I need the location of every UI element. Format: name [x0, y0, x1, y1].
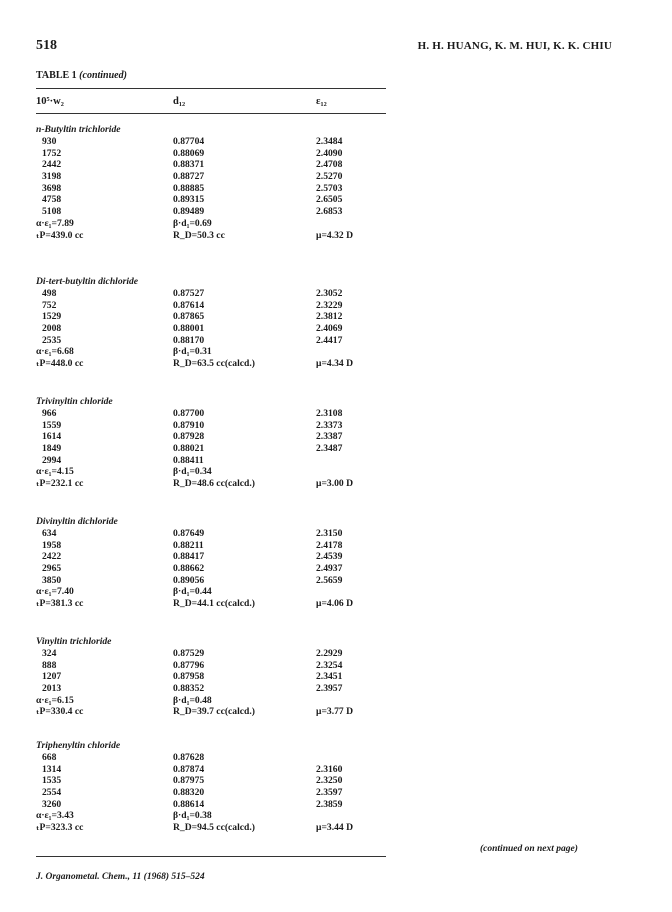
table-row — [36, 443, 396, 455]
concentration-cell: 2535 — [42, 334, 62, 346]
compound-section — [36, 516, 396, 610]
table-row — [36, 159, 396, 171]
density-cell: 0.87529 — [173, 648, 205, 659]
table-row — [36, 764, 396, 776]
dielectric-cell: 2.3484 — [316, 136, 343, 147]
density-cell: R_D=44.1 cc(calcd.) — [173, 598, 255, 610]
dielectric-cell: 2.3487 — [316, 443, 343, 455]
concentration-cell: α·ε₁=6.15 — [36, 694, 74, 706]
concentration-cell: 1559 — [42, 419, 62, 431]
continued-note: (continued on next page) — [480, 844, 578, 854]
density-cell: 0.88727 — [173, 171, 205, 183]
density-cell: 0.87614 — [173, 299, 205, 311]
table-row — [36, 335, 396, 347]
density-cell: 0.88417 — [173, 551, 205, 563]
density-cell: β·d₁=0.34 — [173, 466, 212, 478]
table-title-suffix: (continued) — [79, 70, 127, 81]
concentration-cell: 324 — [42, 648, 57, 659]
concentration-cell: 2008 — [42, 323, 62, 335]
column-header-density: d₁₂ — [173, 96, 186, 107]
concentration-cell: ₜP=448.0 cc — [36, 358, 84, 370]
density-cell: 0.87796 — [173, 659, 205, 671]
dielectric-cell: 2.3229 — [316, 299, 343, 311]
table-row — [36, 300, 396, 312]
table-row — [36, 171, 396, 183]
table-row — [36, 648, 396, 660]
concentration-cell: α·ε₁=4.15 — [36, 466, 74, 478]
constants-row — [36, 466, 396, 478]
dielectric-cell: 2.5659 — [316, 574, 343, 586]
concentration-cell: 2994 — [42, 454, 62, 466]
density-cell: 0.87527 — [173, 288, 205, 299]
constants-row — [36, 822, 396, 834]
table-row — [36, 311, 396, 323]
dielectric-cell: μ=3.00 D — [316, 478, 354, 490]
constants-row — [36, 478, 396, 490]
density-cell: R_D=48.6 cc(calcd.) — [173, 478, 255, 490]
density-cell: 0.88371 — [173, 159, 205, 171]
density-cell: β·d₁=0.69 — [173, 217, 212, 229]
constants-row — [36, 706, 396, 718]
density-cell: 0.88021 — [173, 443, 205, 455]
table-top-rule — [36, 88, 386, 89]
compound-section — [36, 740, 396, 834]
concentration-cell: 3698 — [42, 182, 62, 194]
table-row — [36, 683, 396, 695]
density-cell: β·d₁=0.48 — [173, 694, 212, 706]
table-row — [36, 206, 396, 218]
density-cell: 0.88885 — [173, 182, 205, 194]
density-cell: 0.87628 — [173, 752, 205, 763]
concentration-cell: α·ε₁=3.43 — [36, 810, 74, 822]
concentration-cell: 1529 — [42, 311, 62, 323]
table-row — [36, 431, 396, 443]
dielectric-cell: 2.3387 — [316, 431, 343, 443]
density-cell: 0.87700 — [173, 408, 205, 419]
dielectric-cell: 2.4937 — [316, 563, 343, 575]
density-cell: β·d₁=0.44 — [173, 586, 212, 598]
concentration-cell: 4758 — [42, 194, 62, 206]
density-cell: 0.89489 — [173, 206, 205, 218]
concentration-cell: 930 — [42, 136, 57, 147]
table-row — [36, 528, 396, 540]
table-row — [36, 148, 396, 160]
concentration-cell: 5108 — [42, 206, 62, 218]
concentration-cell: 1314 — [42, 763, 62, 775]
density-cell: R_D=39.7 cc(calcd.) — [173, 706, 255, 718]
concentration-cell: ₜP=323.3 cc — [36, 822, 84, 834]
density-cell: 0.88614 — [173, 798, 205, 810]
density-cell: 0.88662 — [173, 563, 205, 575]
dielectric-cell: 2.3812 — [316, 311, 343, 323]
dielectric-cell: 2.3254 — [316, 659, 343, 671]
concentration-cell: 2013 — [42, 683, 62, 695]
dielectric-cell: 2.3373 — [316, 419, 343, 431]
table-row — [36, 183, 396, 195]
table-row — [36, 775, 396, 787]
density-cell: 0.88411 — [173, 454, 204, 466]
dielectric-cell: μ=4.06 D — [316, 598, 354, 610]
concentration-cell: 966 — [42, 408, 57, 419]
concentration-cell: 2442 — [42, 159, 62, 171]
concentration-cell: α·ε₁=6.68 — [36, 346, 74, 358]
density-cell: 0.87704 — [173, 136, 205, 147]
density-cell: β·d₁=0.31 — [173, 346, 212, 358]
concentration-cell: ₜP=439.0 cc — [36, 229, 84, 241]
concentration-cell: 1207 — [42, 671, 62, 683]
dielectric-cell: 2.3597 — [316, 787, 343, 799]
concentration-cell: 2965 — [42, 563, 62, 575]
constants-row — [36, 358, 396, 370]
density-cell: 0.87865 — [173, 311, 205, 323]
concentration-cell: 3260 — [42, 798, 62, 810]
dielectric-cell: μ=3.77 D — [316, 706, 354, 718]
concentration-cell: α·ε₁=7.89 — [36, 217, 74, 229]
constants-row — [36, 218, 396, 230]
density-cell: β·d₁=0.38 — [173, 810, 212, 822]
concentration-cell: 2422 — [42, 551, 62, 563]
density-cell: 0.88170 — [173, 334, 205, 346]
density-cell: 0.89315 — [173, 194, 205, 206]
density-cell: 0.88320 — [173, 787, 205, 799]
compound-name: Vinyltin trichloride — [36, 636, 112, 647]
concentration-cell: ₜP=330.4 cc — [36, 706, 84, 718]
concentration-cell: 634 — [42, 528, 57, 539]
running-head-authors: H. H. HUANG, K. M. HUI, K. K. CHIU — [417, 40, 612, 52]
density-cell: 0.87958 — [173, 671, 205, 683]
table-row — [36, 671, 396, 683]
dielectric-cell: 2.6505 — [316, 194, 343, 206]
table-row — [36, 752, 396, 764]
concentration-cell: 1752 — [42, 147, 62, 159]
density-cell: 0.87910 — [173, 419, 205, 431]
concentration-cell: 1535 — [42, 775, 62, 787]
density-cell: R_D=94.5 cc(calcd.) — [173, 822, 255, 834]
dielectric-cell: 2.4417 — [316, 334, 343, 346]
dielectric-cell: 2.2929 — [316, 648, 343, 659]
concentration-cell: ₜP=232.1 cc — [36, 478, 84, 490]
concentration-cell: α·ε₁=7.40 — [36, 586, 74, 598]
table-row — [36, 551, 396, 563]
concentration-cell: 3850 — [42, 574, 62, 586]
dielectric-cell: 2.3250 — [316, 775, 343, 787]
dielectric-cell: 2.5703 — [316, 182, 343, 194]
density-cell: R_D=63.5 cc(calcd.) — [173, 358, 255, 370]
density-cell: 0.88352 — [173, 683, 205, 695]
table-row — [36, 540, 396, 552]
table-row — [36, 799, 396, 811]
concentration-cell: 752 — [42, 299, 57, 311]
concentration-cell: 3198 — [42, 171, 62, 183]
compound-name: Triphenyltin chloride — [36, 740, 121, 751]
dielectric-cell: 2.4708 — [316, 159, 343, 171]
density-cell: 0.89056 — [173, 574, 205, 586]
dielectric-cell: 2.4178 — [316, 539, 343, 551]
concentration-cell: 1614 — [42, 431, 62, 443]
concentration-cell: ₜP=381.3 cc — [36, 598, 84, 610]
table-row — [36, 288, 396, 300]
journal-citation: J. Organometal. Chem., 11 (1968) 515–524 — [36, 872, 205, 882]
constants-row — [36, 695, 396, 707]
column-header-concentration: 10⁵·w₂ — [36, 96, 64, 107]
dielectric-cell: 2.3957 — [316, 683, 343, 695]
dielectric-cell: 2.4539 — [316, 551, 343, 563]
constants-row — [36, 346, 396, 358]
density-cell: 0.87649 — [173, 528, 205, 539]
compound-section — [36, 636, 396, 718]
concentration-cell: 498 — [42, 288, 57, 299]
compound-name: Trivinyltin chloride — [36, 396, 113, 407]
concentration-cell: 668 — [42, 752, 57, 763]
constants-row — [36, 810, 396, 822]
dielectric-cell: 2.6853 — [316, 206, 343, 218]
density-cell: 0.87874 — [173, 763, 205, 775]
dielectric-cell: 2.3108 — [316, 408, 343, 419]
table-bottom-rule — [36, 856, 386, 857]
dielectric-cell: μ=3.44 D — [316, 822, 354, 834]
density-cell: 0.88069 — [173, 147, 205, 159]
table-title — [36, 70, 127, 81]
header-bottom-rule — [36, 113, 386, 114]
dielectric-cell: 2.4069 — [316, 323, 343, 335]
table-row — [36, 194, 396, 206]
compound-name: Divinyltin dichloride — [36, 516, 118, 527]
constants-row — [36, 230, 396, 242]
dielectric-cell: 2.3160 — [316, 763, 343, 775]
density-cell: 0.88211 — [173, 539, 204, 551]
density-cell: 0.87928 — [173, 431, 205, 443]
table-row — [36, 136, 396, 148]
density-cell: 0.87975 — [173, 775, 205, 787]
compound-section — [36, 124, 396, 241]
table-row — [36, 575, 396, 587]
dielectric-cell: 2.3052 — [316, 288, 343, 299]
table-row — [36, 408, 396, 420]
constants-row — [36, 586, 396, 598]
table-row — [36, 455, 396, 467]
table-row — [36, 660, 396, 672]
table-title-label: TABLE 1 — [36, 70, 77, 81]
dielectric-cell: 2.3150 — [316, 528, 343, 539]
concentration-cell: 888 — [42, 659, 57, 671]
compound-name: n-Butyltin trichloride — [36, 124, 121, 135]
dielectric-cell: 2.4090 — [316, 147, 343, 159]
table-row — [36, 323, 396, 335]
dielectric-cell: μ=4.32 D — [316, 229, 354, 241]
density-cell: R_D=50.3 cc — [173, 229, 225, 241]
compound-section — [36, 276, 396, 370]
constants-row — [36, 598, 396, 610]
dielectric-cell: μ=4.34 D — [316, 358, 354, 370]
concentration-cell: 1958 — [42, 539, 62, 551]
page-number: 518 — [36, 38, 57, 53]
table-row — [36, 563, 396, 575]
compound-section — [36, 396, 396, 490]
concentration-cell: 1849 — [42, 443, 62, 455]
table-row — [36, 787, 396, 799]
column-header-dielectric: ε₁₂ — [316, 96, 327, 107]
compound-name: Di-tert-butyltin dichloride — [36, 276, 139, 287]
dielectric-cell: 2.3451 — [316, 671, 343, 683]
dielectric-cell: 2.5270 — [316, 171, 343, 183]
concentration-cell: 2554 — [42, 787, 62, 799]
density-cell: 0.88001 — [173, 323, 205, 335]
table-row — [36, 420, 396, 432]
dielectric-cell: 2.3859 — [316, 798, 343, 810]
